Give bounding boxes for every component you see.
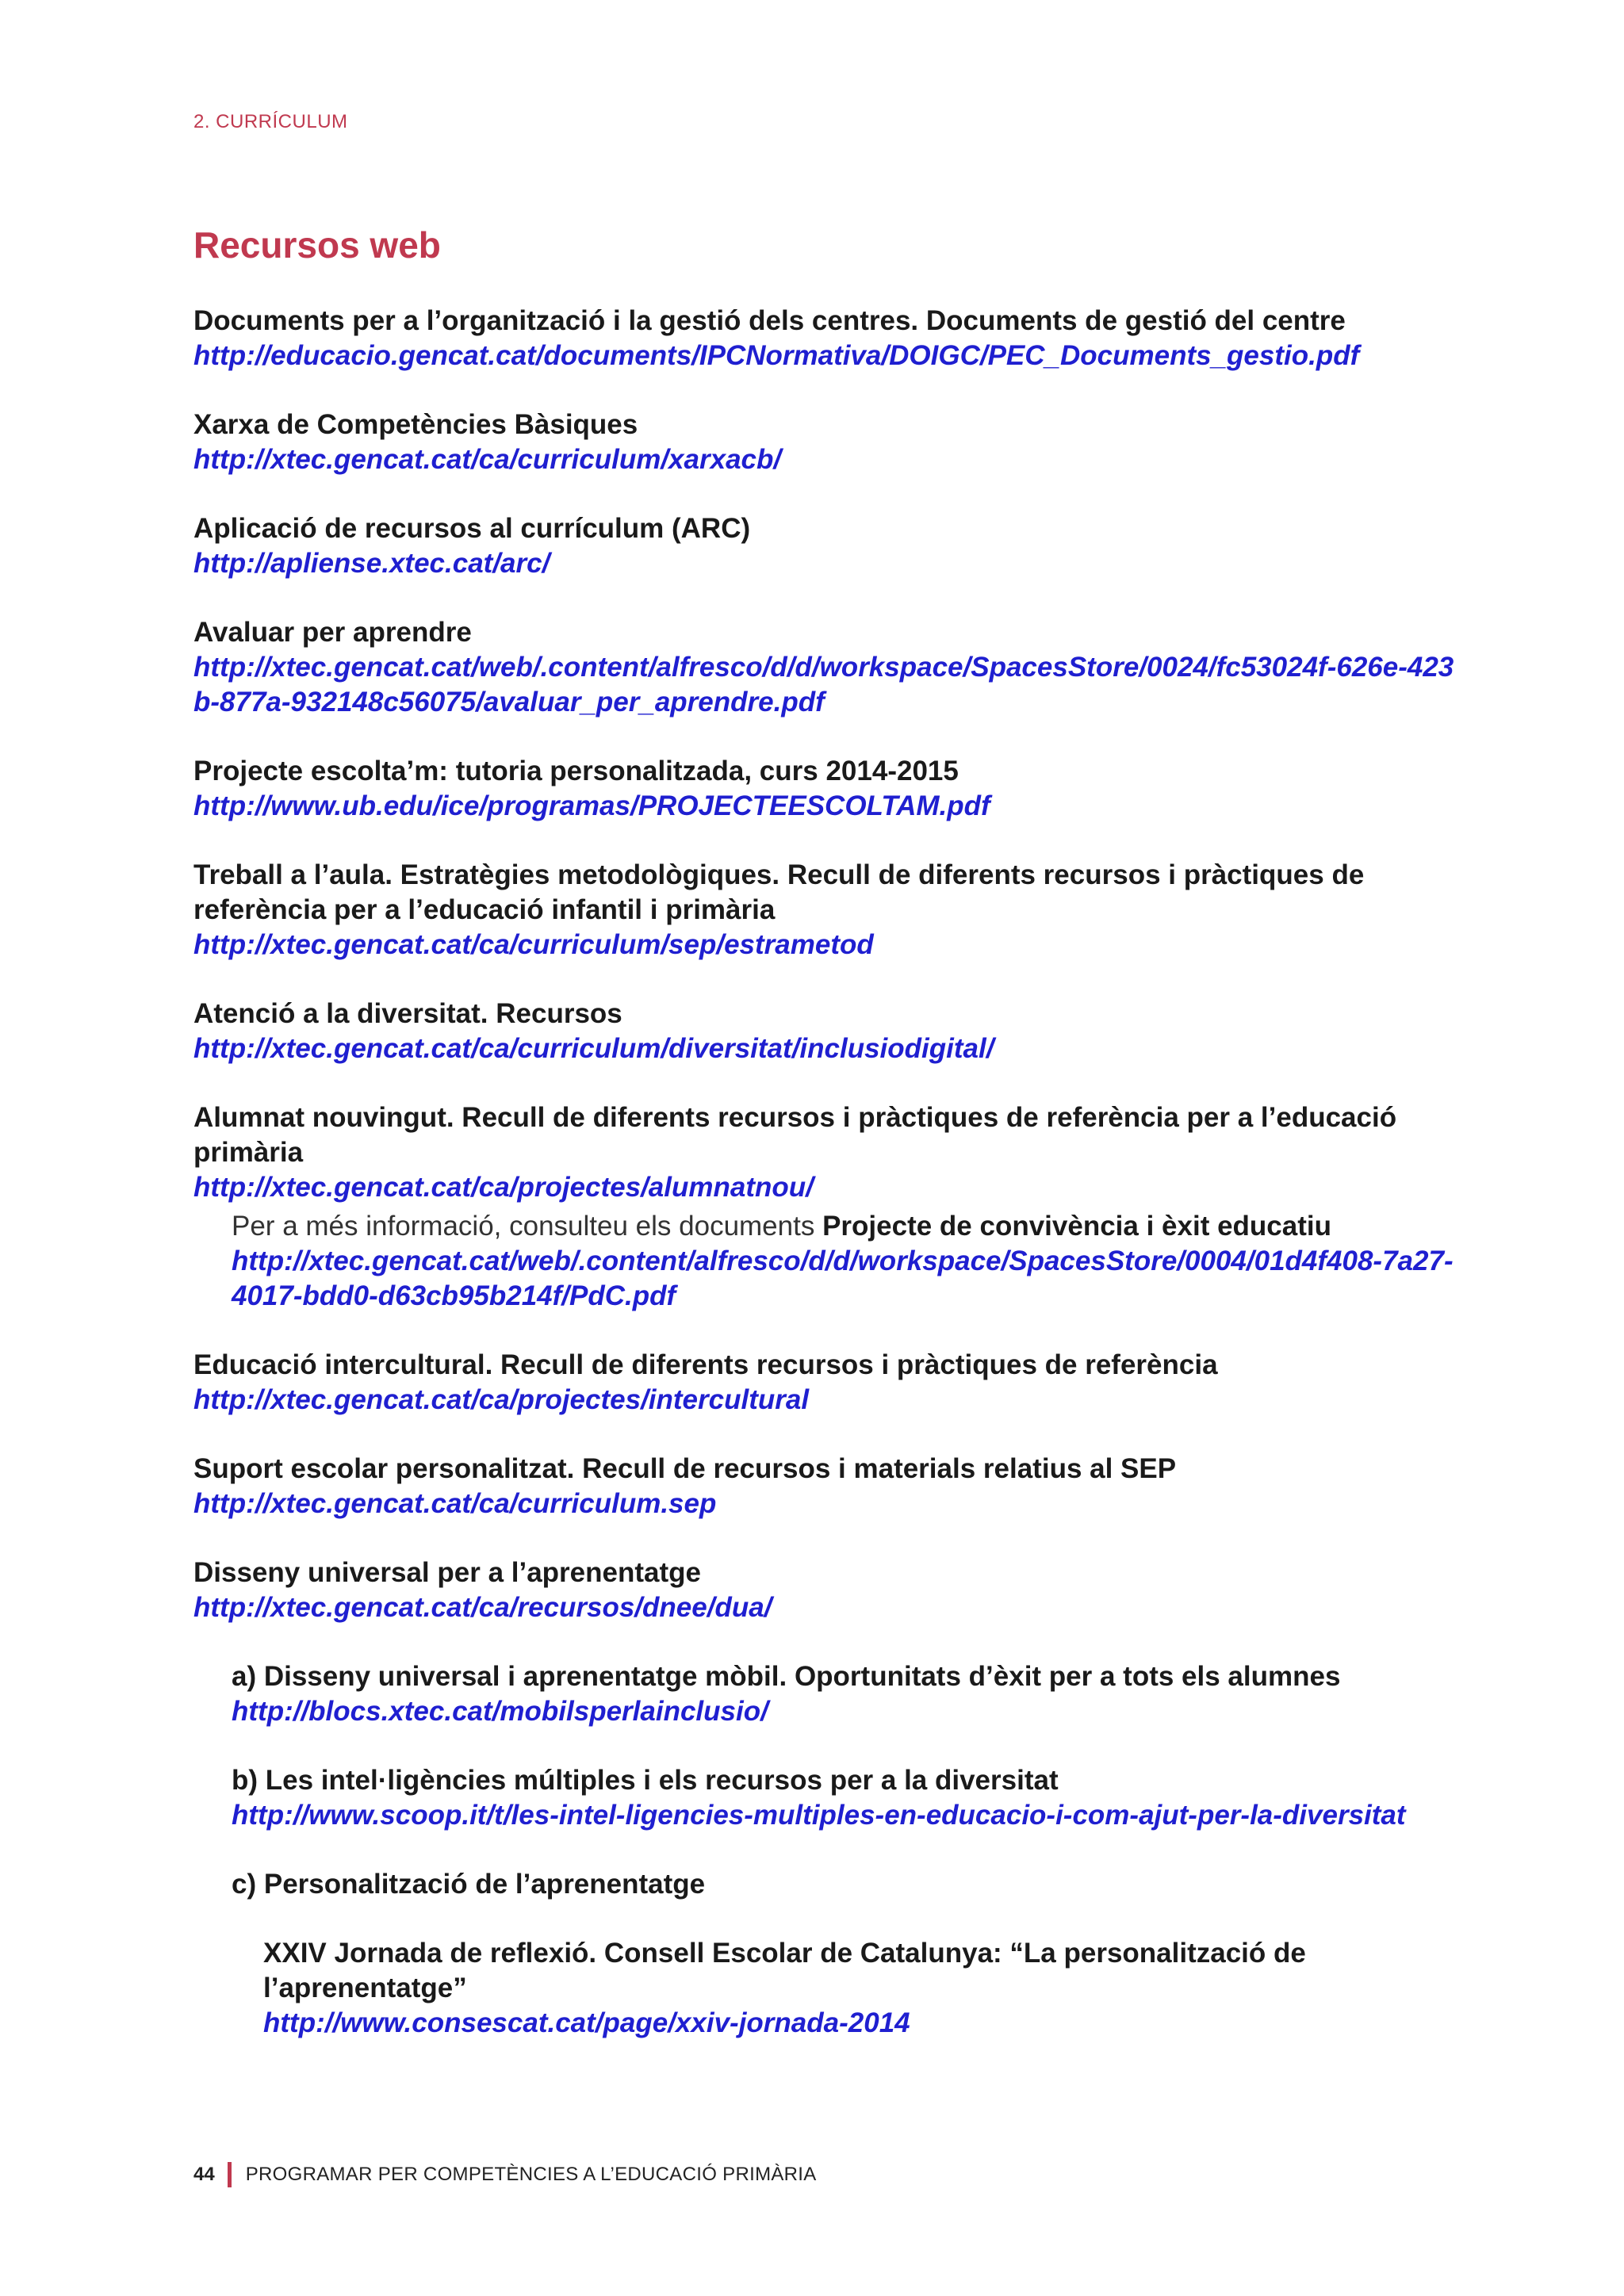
footer-doc-title: PROGRAMAR PER COMPETÈNCIES A L’EDUCACIÓ PRIMÀRIA <box>245 2164 817 2185</box>
resource-title: Educació intercultural. Recull de diferents recursos i pràctiques de referència <box>193 1349 1218 1380</box>
resource-entry <box>193 408 1462 477</box>
resource-entry <box>193 304 1462 373</box>
note-lead-text: Per a més informació, consulteu els documents <box>232 1211 823 1242</box>
resource-title: Alumnat nouvingut. Recull de diferents recursos i pràctiques de referència per a l’educació primària <box>193 1102 1397 1168</box>
sub-resource-title: a) Disseny universal i aprenentatge mòbil. Oportunitats d’èxit per a tots els alumnes <box>232 1661 1341 1692</box>
resource-link[interactable]: http://xtec.gencat.cat/ca/curriculum/xarxacb/ <box>193 444 782 475</box>
sub-resource-link[interactable]: http://www.scoop.it/t/les-intel-ligencies-multiples-en-educacio-i-com-ajut-per-la-diversitat <box>232 1800 1406 1831</box>
resource-title: Aplicació de recursos al currículum (ARC) <box>193 513 751 544</box>
resource-entry <box>193 1348 1462 1418</box>
sub-sub-resource-link[interactable]: http://www.consescat.cat/page/xxiv-jornada-2014 <box>263 2007 910 2038</box>
sub-resource-title: b) Les intel·ligències múltiples i els recursos per a la diversitat <box>232 1765 1059 1796</box>
resource-title: Treball a l’aula. Estratègies metodològiques. Recull de diferents recursos i pràctiques de referència per a l’educació infantil i primària <box>193 859 1365 925</box>
resource-entry <box>193 858 1462 962</box>
footer-divider <box>228 2162 232 2187</box>
resource-entry <box>193 1100 1462 1205</box>
resource-title: Avaluar per aprendre <box>193 617 472 648</box>
resource-entry <box>193 997 1462 1066</box>
resource-title: Atenció a la diversitat. Recursos <box>193 998 622 1029</box>
resource-list <box>193 304 1462 2075</box>
sub-sub-resource-entry <box>263 1936 1462 2041</box>
resource-link[interactable]: http://xtec.gencat.cat/ca/recursos/dnee/dua/ <box>193 1592 772 1623</box>
sub-resource-entry <box>232 1659 1462 1729</box>
page-number: 44 <box>193 2164 215 2185</box>
resource-title: Suport escolar personalitzat. Recull de recursos i materials relatius al SEP <box>193 1453 1177 1484</box>
resource-title: Documents per a l’organització i la gestió dels centres. Documents de gestió del centre <box>193 305 1346 336</box>
resource-entry <box>193 1556 1462 1625</box>
note-link[interactable]: http://xtec.gencat.cat/web/.content/alfresco/d/d/workspace/SpacesStore/0004/01d4f408-7a27-4017-bdd0-d63cb95b214f/PdC.pdf <box>232 1246 1454 1311</box>
resource-link[interactable]: http://xtec.gencat.cat/web/.content/alfresco/d/d/workspace/SpacesStore/0024/fc53024f-626e-423b-877a-932148c56075/avaluar_per_aprendre.pdf <box>193 652 1454 718</box>
sub-resource-entry <box>232 1763 1462 1833</box>
resource-entry <box>193 615 1462 720</box>
resource-entry <box>193 754 1462 824</box>
page-title: Recursos web <box>193 224 441 266</box>
resource-title: Xarxa de Competències Bàsiques <box>193 409 638 440</box>
running-head: 2. CURRÍCULUM <box>193 111 348 132</box>
resource-link[interactable]: http://xtec.gencat.cat/ca/projectes/intercultural <box>193 1384 810 1415</box>
resource-link[interactable]: http://xtec.gencat.cat/ca/projectes/alumnatnou/ <box>193 1172 814 1203</box>
sub-resource-title: c) Personalització de l’aprenentatge <box>232 1869 706 1900</box>
resource-link[interactable]: http://xtec.gencat.cat/ca/curriculum.sep <box>193 1488 717 1519</box>
resource-title: Disseny universal per a l’aprenentatge <box>193 1557 701 1588</box>
sub-resource-entry <box>232 1867 1462 1902</box>
resource-link[interactable]: http://xtec.gencat.cat/ca/curriculum/sep/estrametod <box>193 929 874 960</box>
note-document-title: Projecte de convivència i èxit educatiu <box>822 1211 1331 1242</box>
resource-entry <box>193 511 1462 581</box>
page-footer <box>193 2162 817 2187</box>
resource-link[interactable]: http://educacio.gencat.cat/documents/IPCNormativa/DOIGC/PEC_Documents_gestio.pdf <box>193 340 1360 371</box>
resource-title: Projecte escolta’m: tutoria personalitzada, curs 2014-2015 <box>193 756 959 786</box>
resource-link[interactable]: http://www.ub.edu/ice/programas/PROJECTEESCOLTAM.pdf <box>193 790 990 821</box>
resource-link[interactable]: http://apliense.xtec.cat/arc/ <box>193 548 550 579</box>
resource-entry <box>193 1452 1462 1521</box>
resource-link[interactable]: http://xtec.gencat.cat/ca/curriculum/diversitat/inclusiodigital/ <box>193 1033 994 1064</box>
sub-sub-resource-title: XXIV Jornada de reflexió. Consell Escolar de Catalunya: “La personalització de l’aprenentatge” <box>263 1938 1306 2003</box>
more-info-note <box>232 1209 1462 1314</box>
sub-resource-link[interactable]: http://blocs.xtec.cat/mobilsperlainclusio/ <box>232 1696 768 1727</box>
